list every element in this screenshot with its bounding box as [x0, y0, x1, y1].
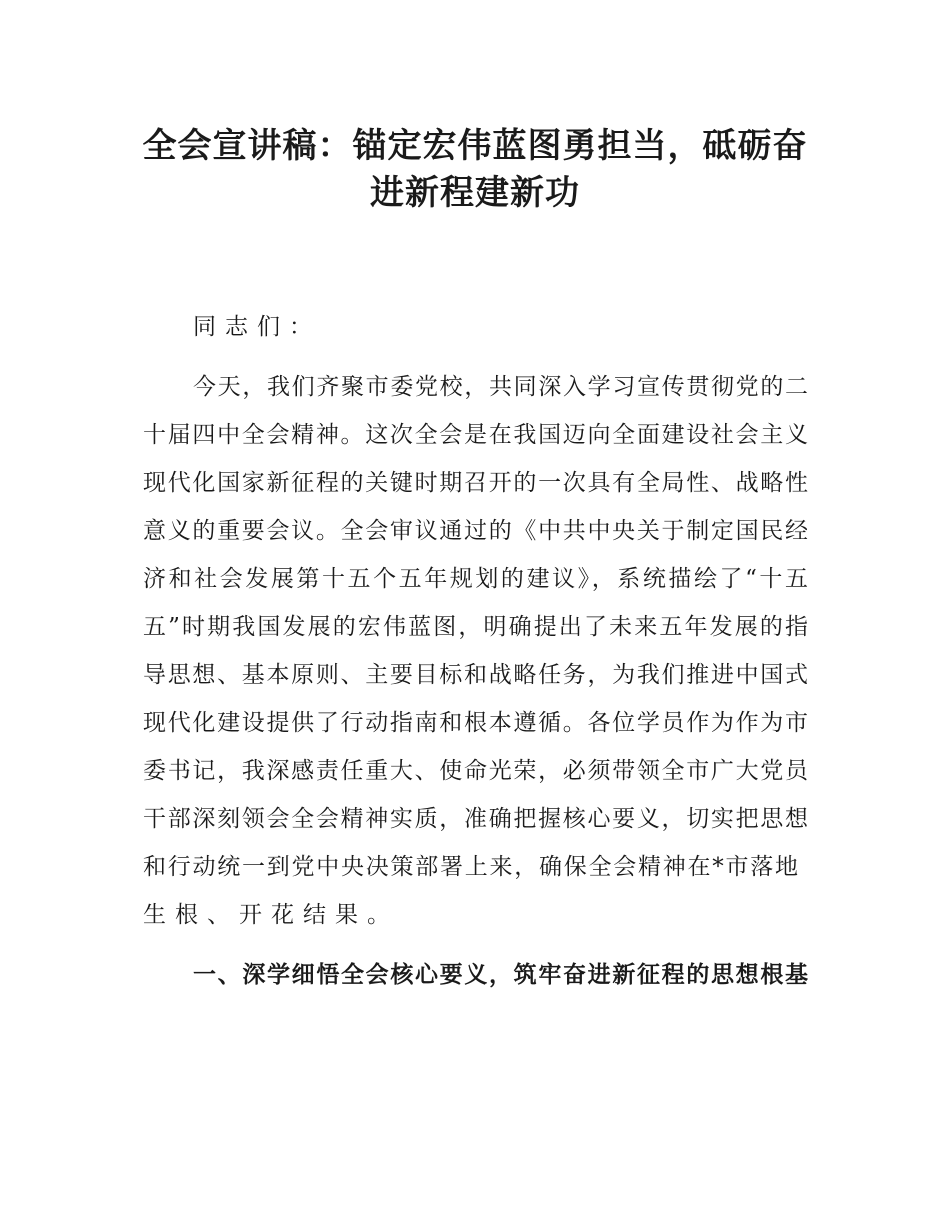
paragraph-line: 五”时期我国发展的宏伟蓝图，明确提出了未来五年发展的指 [143, 614, 808, 640]
paragraph-line: 现代化建设提供了行动指南和根本遵循。各位学员作为作为市 [143, 710, 808, 736]
document-title-line-1: 全会宣讲稿：锚定宏伟蓝图勇担当，砥砺奋 [142, 126, 808, 166]
paragraph-line: 今天，我们齐聚市委党校，共同深入学习宣传贯彻党的二 [193, 374, 808, 400]
paragraph-line: 委书记，我深感责任重大、使命光荣，必须带领全市广大党员 [143, 758, 808, 784]
section-1-heading: 一、深学细悟全会核心要义，筑牢奋进新征程的思想根基 [193, 962, 808, 988]
paragraph-line: 意义的重要会议。全会审议通过的《中共中央关于制定国民经 [143, 518, 808, 544]
paragraph-line: 十届四中全会精神。这次全会是在我国迈向全面建设社会主义 [143, 422, 808, 448]
paragraph-line: 干部深刻领会全会精神实质，准确把握核心要义，切实把思想 [143, 806, 808, 832]
paragraph-line: 济和社会发展第十五个五年规划的建议》，系统描绘了“十五 [143, 566, 808, 592]
paragraph-line: 和行动统一到党中央决策部署上来，确保全会精神在*市落地 [143, 854, 798, 880]
salutation: 同志们： [193, 314, 321, 340]
paragraph-line: 导思想、基本原则、主要目标和战略任务，为我们推进中国式 [143, 662, 808, 688]
paragraph-line: 生根、开花结果。 [143, 902, 399, 928]
paragraph-line: 现代化国家新征程的关键时期召开的一次具有全局性、战略性 [143, 470, 808, 496]
document-title-line-2: 进新程建新功 [370, 173, 580, 213]
